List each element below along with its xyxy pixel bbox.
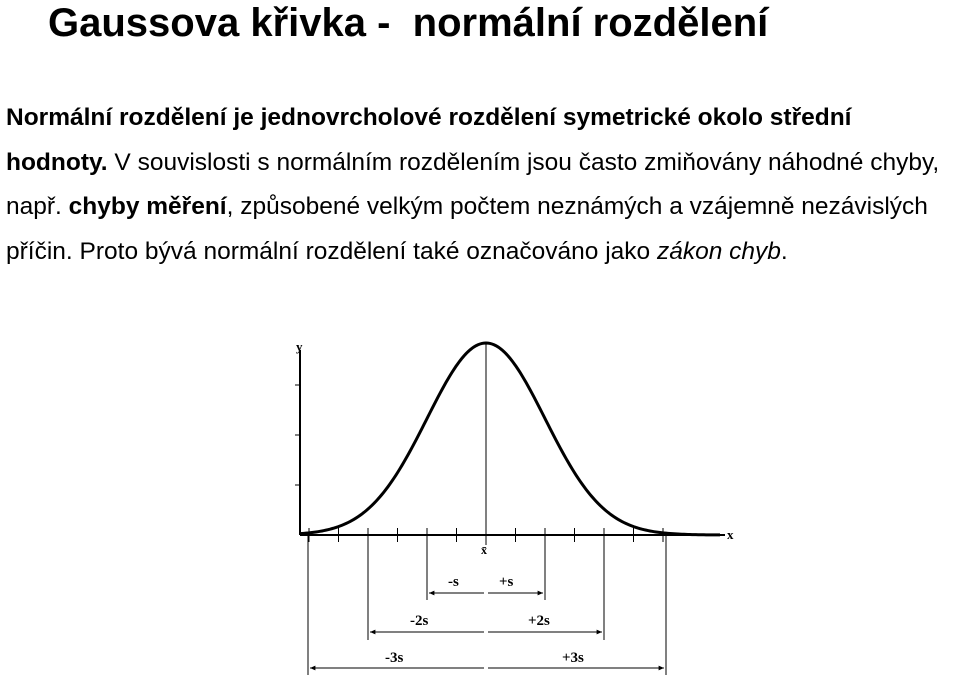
sigma-guides (308, 530, 666, 675)
y-axis-label: y (296, 339, 303, 354)
interval-1s (429, 574, 543, 593)
plus-1s-label: +s (499, 574, 514, 590)
mean-label: x̄ (481, 543, 487, 557)
plus-3s-label: +3s (562, 650, 584, 666)
minus-3s-label: -3s (385, 650, 404, 666)
italic-term-law-of-errors: zákon chyb (656, 237, 781, 265)
plus-2s-label: +2s (528, 613, 550, 629)
bold-term-measurement-errors: chyby měření (68, 193, 227, 220)
paragraph-text-3: . (780, 237, 788, 265)
interval-3s (310, 650, 664, 668)
minus-2s-label: -2s (410, 613, 429, 629)
y-axis (295, 350, 300, 535)
normal-distribution-figure (280, 335, 750, 675)
page-title: Gaussova křivka - normální rozdělení (48, 1, 769, 45)
gaussian-curve (300, 343, 720, 535)
description-paragraph (6, 96, 956, 274)
minus-1s-label: -s (448, 574, 459, 590)
paragraph-text-2: , způsobené velkým počtem neznámých a vzájemně nezávislých příčin. Proto bývá normální rozdělení také označováno jako (6, 193, 928, 265)
bold-lead-text: Normální rozdělení je jednovrcholové rozdělení symetrické okolo střední hodnoty. (6, 104, 852, 176)
paragraph-text-1: V souvislosti s normálním rozdělením jsou často zmiňovány náhodné chyby, např. (6, 148, 940, 220)
x-axis-label: x (727, 527, 734, 542)
interval-2s (370, 613, 602, 632)
